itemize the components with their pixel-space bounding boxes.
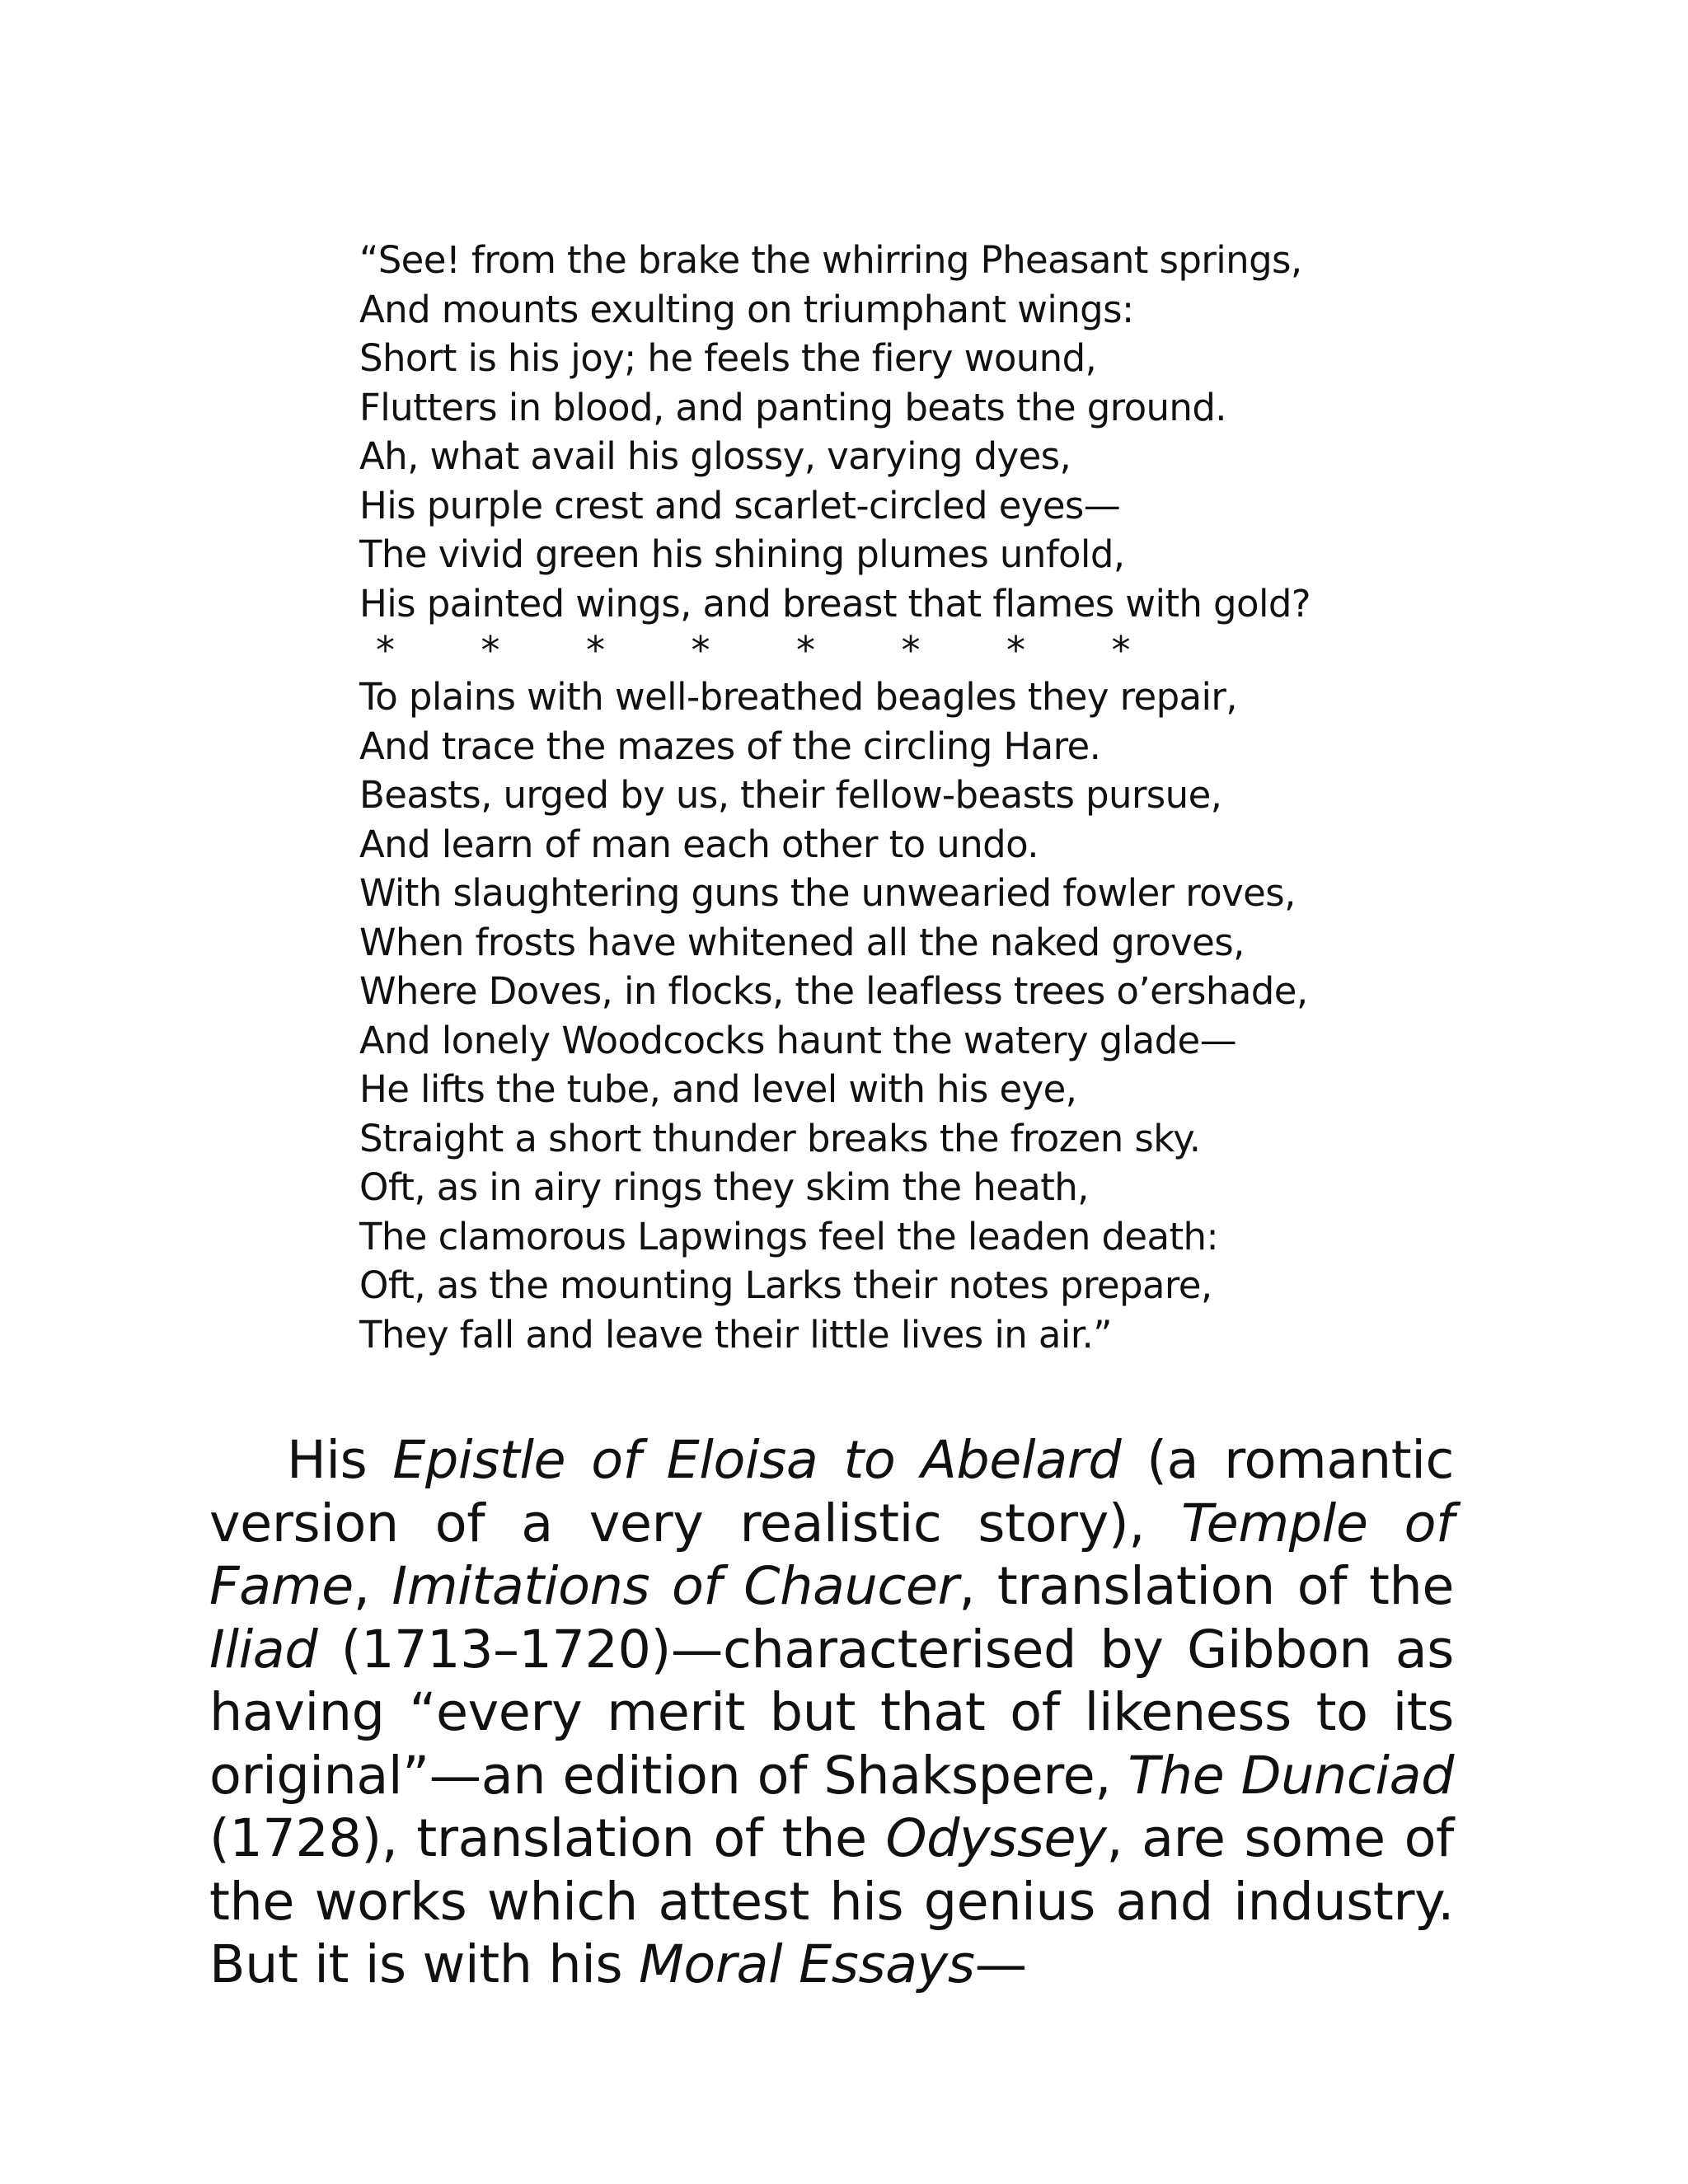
- poem-line: Flutters in blood, and panting beats the ground.: [359, 385, 1227, 429]
- text-run: , translation of the: [959, 1555, 1454, 1616]
- poem-line: The vivid green his shining plumes unfold,: [359, 532, 1125, 576]
- asterisk: *: [586, 628, 605, 673]
- poem-line: The clamorous Lapwings feel the leaden death:: [359, 1214, 1219, 1258]
- poem-line: To plains with well-breathed beagles they repair,: [359, 675, 1238, 719]
- work-title: The Dunciad: [1128, 1744, 1454, 1806]
- poem-line: He lifts the tube, and level with his eye,: [359, 1067, 1077, 1111]
- work-title: Epistle of Eloisa to Abelard: [392, 1429, 1122, 1490]
- poem-line: “See! from the brake the whirring Pheasant springs,: [359, 238, 1302, 282]
- text-run: —: [974, 1933, 1027, 1994]
- poem-line: His purple crest and scarlet-circled eyes—: [359, 483, 1121, 527]
- work-title: Imitations of Chaucer: [392, 1555, 959, 1616]
- work-title: Temple of Fame: [209, 1492, 1454, 1616]
- poem-quotation: [359, 236, 1431, 1359]
- text-run: (1728), translation of the: [209, 1807, 886, 1868]
- asterisk: *: [376, 628, 395, 673]
- poem-line: Oft, as the mounting Larks their notes prepare,: [359, 1263, 1212, 1307]
- text-run: (1713–1720)—characterised by Gibbon as having “every merit but that of likeness to its original”—an edition of Shakspere,: [209, 1618, 1454, 1806]
- poem-line: Oft, as in airy rings they skim the heath,: [359, 1165, 1089, 1209]
- text-run: His: [287, 1429, 393, 1490]
- work-title: Moral Essays: [639, 1933, 975, 1994]
- work-title: Odyssey: [885, 1807, 1107, 1868]
- poem-line: His painted wings, and breast that flames with gold?: [359, 581, 1311, 626]
- poem-line: Beasts, urged by us, their fellow-beasts pursue,: [359, 773, 1222, 817]
- asterisk: *: [481, 628, 500, 673]
- asterisk: *: [796, 628, 815, 673]
- text-run: ,: [353, 1555, 392, 1616]
- asterisk: *: [691, 628, 710, 673]
- poem-line: They fall and leave their little lives in air.”: [359, 1312, 1112, 1357]
- asterisk: *: [901, 628, 921, 673]
- poem-line: And learn of man each other to undo.: [359, 822, 1039, 866]
- poem-line: Ah, what avail his glossy, varying dyes,: [359, 434, 1071, 478]
- poem-line: And lonely Woodcocks haunt the watery glade—: [359, 1018, 1237, 1062]
- work-title: Iliad: [209, 1618, 318, 1680]
- text-run: (a romantic version of a very realistic story),: [209, 1429, 1454, 1554]
- body-paragraph: [209, 1428, 1454, 1996]
- poem-line: Short is his joy; he feels the fiery wound,: [359, 336, 1097, 380]
- text-run: , are some of the works which attest his genius and industry. But it is with his: [209, 1807, 1454, 1994]
- poem-line: And mounts exulting on triumphant wings:: [359, 287, 1134, 331]
- poem-line: With slaughtering guns the unwearied fowler roves,: [359, 871, 1296, 915]
- poem-stanza-1: [359, 236, 1431, 628]
- asterisk: *: [1006, 628, 1025, 673]
- poem-line: And trace the mazes of the circling Hare.: [359, 724, 1101, 768]
- poem-line: When frosts have whitened all the naked groves,: [359, 920, 1245, 964]
- poem-stanza-2: [359, 673, 1431, 1359]
- paragraph-text: [209, 1428, 1454, 1996]
- poem-line: Where Doves, in flocks, the leafless trees o’ershade,: [359, 969, 1308, 1013]
- poem-line: Straight a short thunder breaks the frozen sky.: [359, 1116, 1201, 1160]
- asterisk: *: [1111, 628, 1131, 673]
- asterisk-separator: [359, 628, 1217, 673]
